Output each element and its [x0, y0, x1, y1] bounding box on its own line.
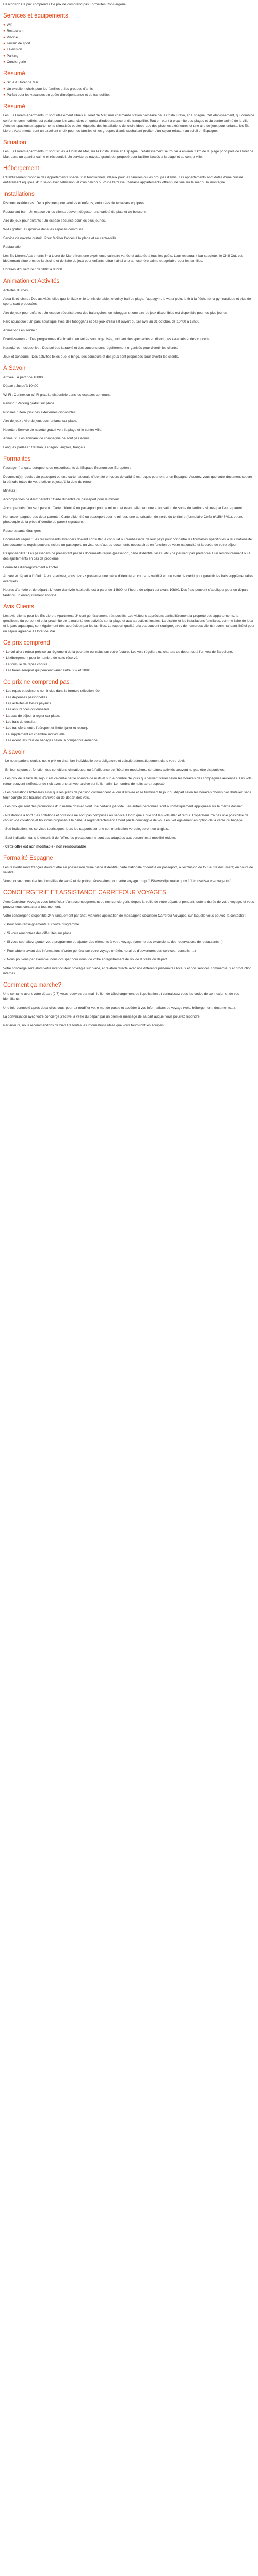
bullet-icon: •: [3, 650, 5, 654]
bullet-icon: ●: [3, 81, 5, 84]
list-item: ● Restaurant: [3, 29, 24, 33]
bullet-icon: •: [3, 720, 5, 724]
list-item: • Les frais de dossier.: [3, 720, 36, 724]
paragraph: Aire de jeux pour enfants : Un espace sécurisé avec des balançoires, un toboggan et une aire de jeux disponibles est disponible pour les plus jeunes.: [3, 311, 229, 315]
bullet-icon: ●: [3, 60, 5, 64]
bullet-icon: •: [3, 696, 5, 699]
paragraph: Arrivée : À partir de 16h00: [3, 376, 43, 379]
services-list: [3, 23, 255, 65]
list-item: ● Télévision: [3, 48, 22, 52]
paragraph: Une fois connecté après deux clics, vous pourrez modifier votre mot de passe et accéder à vos informations de voyage (vols, hébergement, documents...).: [3, 1006, 236, 1010]
paragraph: Document(s) requis : Un passeport ou une carte nationale d'identité en cours de validité est requis pour entrer en Espagne. Assurez-vous que votre document couvre la période totale de votre séjour et jusqu'à la date de retour.: [3, 475, 252, 484]
paragraph: - Les prix qui sont des promotions d'un même dossier n'ont une certaine période. Les autres personnes sont automatiquement appliquées sur le même dossier.: [3, 805, 243, 808]
section-title-services: Services et équipements: [3, 13, 68, 19]
list-item: • Le supplément en chambre individuelle.: [3, 733, 66, 736]
paragraph: L'établissement propose des appartements spacieux et fonctionnels, idéaux pour les familles ou les groupes d'amis. Les appartements sont dotés d'une cuisine entièrement équipée, d'un salon avec télévision, et d'un balcon ou d'une terrasse. Certains appartements offrent une vue sur la mer ou la montagne.: [3, 176, 244, 184]
list-item: • La taxe de séjour à régler sur place.: [3, 714, 60, 718]
section-title-hebergement: Hébergement: [3, 165, 39, 172]
section-comment: [3, 981, 255, 1028]
list-item: ● Situé à Lloret de Mar.: [3, 81, 39, 84]
paragraph: - Sauf indication dans le descriptif de l'offre, les prestations ne sont pas adaptées aux personnes à mobilité réduite.: [3, 836, 176, 840]
paragraph: Responsabilité : Les passagers ne présentant pas les documents requis (passeport, carte d'identité, visas, etc.) ne peuvent pas prétendre à un remboursement ou à des ajustements en cas de problème.: [3, 552, 251, 561]
section-title-comment: Comment ça marche?: [3, 982, 62, 988]
bullet-icon: ●: [3, 87, 5, 91]
section-title-non-compris: Ce prix ne comprend pas: [3, 679, 70, 685]
bullet-icon: •: [3, 739, 5, 742]
paragraph: ✓ Si vous souhaitez ajouter votre programme ou ajouter des éléments à votre voyage (comme des excursions, des réservations de restaurants...): [3, 940, 223, 944]
section-animation: [3, 278, 255, 360]
bullet-icon: ●: [3, 29, 5, 33]
list-item: • Les repas et boissons non inclus dans la formule sélectionnée.: [3, 689, 101, 693]
paragraph: Vous pouvez consulter les formalités de santé et de police nécessaires pour votre voyage : http://US/www.diplomatie.gouv.fr/fr/conseils-aux-voyageurs/: [3, 879, 231, 883]
paragraph: Animations en soirée :: [3, 329, 37, 332]
paragraph: Les avis clients pour les Els Llorers Apartments 3* sont généralement très positifs. Les visiteurs apprécient particulièrement la propreté des appartements, la gentillesse du personnel et la proximité de la majorité des activités sur la plage et aux attractions locales. La piscine et les installations familiales, comme l'aire de jeux et le parc aquatique, sont également très appréciées par les familles. Le rapport qualité-prix est souvent souligné, avec de nombreux clients recommandant l'hôtel pour un séjour agréable à Lloret de Mar.: [3, 614, 255, 633]
paragraph: Piscines extérieures : Deux piscines pour adultes et enfants, entourées de terrasses équipées.: [3, 201, 146, 205]
bullet-icon: ●: [3, 23, 5, 27]
paragraph: Parc aquatique : Un parc aquatique avec des toboggans et des jeux d'eau est ouvert du 1er avril au 31 octobre, de 10h00 à 19h00.: [3, 320, 201, 324]
section-resume-detail: [3, 103, 255, 134]
paragraph: Les ressortissants français doivent être en possession d'une pièce d'identité (carte nationale d'identité ou passeport, à l'exclusion de tout autre document) en cours de validité.: [3, 866, 253, 874]
section-title-compris: Ce prix comprend: [3, 640, 50, 646]
paragraph: - Prestations à bord : les collations et boissons ne sont pas comprises au service à bord quels que soit les vols aller et retour. L'opérateur n'a pas une possibilité de choisir vos collations et boissons proposés à la carte, à régler directement à bord par la compagnie de vous en. vol également en option de la vente du bagage.: [3, 814, 249, 822]
section-formalites: [3, 455, 255, 598]
paragraph: Une semaine avant votre départ (J-7) vous recevrez par mail, le lien de téléchargement de l'application et connaissez-vous les codes de connexion et de vos identifiants.: [3, 992, 239, 1001]
paragraph: Votre concierge sera alors votre interlocuteur privilégié sur place, et relation directe avec nos différents partenaires locaux et nos services commerciaux et production internes.: [3, 967, 252, 975]
section-title-installations: Installations: [3, 191, 35, 197]
section-title-avis: Avis Clients: [3, 604, 34, 610]
section-title-a-savoir-2: À savoir: [3, 749, 25, 755]
list-item: • Le vol aller / retour précisé au règlement de la pochette ou inclus sur votre facture. Les vols réguliers ou charters au départ ou à l'arrivée de Barcelone.: [3, 650, 233, 654]
compris-list: [3, 650, 255, 673]
paragraph: - Les prix de la taxe de séjour est calculée par le nombre de nuits et sur le nombre de jours qui peuvent varier selon les horaires des compagnies aériennes. Les vols retour peuvent s'effectuer de nuit avec une arrivée tardive sur le lit matin. Le nombre de nuits sera respecté.: [3, 777, 252, 786]
paragraph: Heures d'arrivée et de départ : L'heure d'arrivée habituelle est à partir de 14h00, et l'heure de départ est avant 10h00. Des frais peuvent s'appliquer pour un départ tardif ou un enregistrement anticipé.: [3, 588, 248, 597]
bullet-icon: ●: [3, 54, 5, 58]
paragraph: Accompagnés de deux parents : Carte d'identité ou passeport pour le mineur.: [3, 498, 120, 501]
resume-list: [3, 80, 255, 98]
bullet-icon: ●: [3, 42, 5, 45]
paragraph: Wi-Fi gratuit : Disponible dans les espaces communs.: [3, 228, 84, 231]
intro-line: Description Ce prix comprend / Ce prix ne comprend pas Formalités Conciergerie: [3, 3, 126, 6]
list-item: • Les taxes aéroport qui peuvent varier entre 30€ et 100€.: [3, 669, 91, 672]
paragraph: Non accompagnés des deux parents : Carte d'identité ou passeport pour le mineur, une autorisation de sortie du territoire (formulaire Cerfa n°15646*01), et une photocopie de la pièce d'identité du parent signataire.: [3, 515, 244, 524]
paragraph: Mineurs :: [3, 489, 18, 493]
non-compris-list: [3, 689, 255, 743]
paragraph: Par ailleurs, nous recommandons de bien lire toutes les informations utiles que vous fourniront les équipes.: [3, 1024, 165, 1027]
bullet-icon: •: [3, 708, 5, 711]
list-item: ● Piscine: [3, 36, 18, 39]
paragraph: ✓ Nous pouvons par exemple, nous occuper pour vous, de votre enregistrement de vol de la veille du départ: [3, 958, 167, 961]
paragraph: Restaurant-bar : Un espace où les clients peuvent déguster une variété de plats et de boissons.: [3, 210, 148, 214]
section-title-a-savoir: À Savoir: [3, 365, 26, 371]
paragraph: ✓ Pour tous renseignements sur votre programme: [3, 923, 79, 926]
paragraph: Formalités d'enregistrement à l'hôtel :: [3, 566, 60, 569]
list-item: ● Parking: [3, 54, 19, 58]
bullet-icon: •: [3, 733, 5, 736]
bullet-icon: •: [3, 689, 5, 693]
paragraph: Accompagnés d'un seul parent : Carte d'identité ou passeport pour le mineur, et éventuellement une autorisation de sortie du territoire signée par l'autre parent.: [3, 506, 243, 510]
section-title-situation: Situation: [3, 140, 26, 146]
non-refundable-note: - Cette offre est non modifiable - non remboursable: [3, 845, 86, 849]
list-item: ● Conciergerie: [3, 60, 26, 64]
paragraph: Parking : Parking gratuit sur place.: [3, 402, 55, 405]
section-a-savoir-2: [3, 749, 255, 850]
section-non-compris: [3, 679, 255, 743]
section-title-formalite-espagne: Formalité Espagne: [3, 855, 53, 861]
list-item: ● Un excellent choix pour les familles et les groupes d'amis: [3, 87, 93, 91]
bullet-icon: •: [3, 663, 5, 666]
page: [0, 0, 258, 1042]
paragraph: Ressortissants étrangers :: [3, 529, 43, 533]
paragraph: - Les prestations hôtelières ainsi que les plans de pension commencent le jour d'arrivée et se terminent le jour du départ selon les horaires choisis par l'hôtelier, sans tenir compte des horaires d'arrivée ou de départ des vols.: [3, 791, 251, 800]
paragraph: Divertissements : Des programmes d'animation en soirée sont organisés, incluant des spectacles en direct, des karaokés et des concerts.: [3, 337, 211, 341]
bullet-icon: •: [3, 656, 5, 660]
section-title-animation: Animation et Activités: [3, 278, 60, 284]
bullet-icon: •: [3, 669, 5, 672]
bullet-icon: ●: [3, 48, 5, 52]
paragraph: Arrivée et départ à l'hôtel : À votre arrivée, vous devrez présenter une pièce d'identité en cours de validité et une carte de crédit pour garantir les frais supplémentaires éventuels.: [3, 574, 254, 583]
bullet-icon: ●: [3, 93, 5, 97]
section-hebergement: [3, 165, 255, 185]
paragraph: Les Els Llorers Apartments 3* sont idéalement situés à Lloret de Mar, une charmante station balnéaire de la Costa Brava, en Espagne. Cet établissement, qui combine confort et commodités, est parfait pour les vacanciers en quête d'indépendance et de tranquillité. Tout en étant à proximité des plages et du centre animé de la ville. Avec de spacieuses appartements climatisés et bien équipés, des installations de loisirs idées que des piscines extérieures et une aire de jeux pour enfants, les Els Llorers Apartments sont un excellent choix pour les familles et les groupes d'amis souhaitant profiter d'un séjour relaxant au soleil en Espagne.: [3, 114, 254, 133]
list-item: • Les éventuels frais de bagages selon la compagnie aérienne.: [3, 739, 99, 742]
paragraph: Votre conciergerie disponible 24/7 uniquement par chat, via votre application de messagerie sécurisée Carrefour Voyages, sur laquelle vous pouvez la contacter :: [3, 914, 246, 918]
section-title-conciergerie: CONCIERGERIE ET ASSISTANCE CARREFOUR VOYAGES: [3, 890, 166, 896]
section-installations: [3, 191, 255, 273]
paragraph: La conversation avec votre concierge s'active la veille du départ par un premier message de sa part auquel vous pourrez répondre.: [3, 1015, 201, 1019]
paragraph: Activités diurnes :: [3, 289, 30, 292]
paragraph: Aire de jeux pour enfants : Un espace sécurisé pour les plus jeunes.: [3, 219, 106, 223]
paragraph: Aqua-fit et loisirs : Des activités telles que le tiktok et le tennis de table, le volley-ball de plage, l'aquagym, le water polo, le tir à la fléchette, la gymnastique et plus de sports sont proposées.: [3, 297, 251, 306]
list-item: • Les dépenses personnelles.: [3, 696, 49, 699]
list-item: ● Parfait pour les vacances en quête d'indépendance et de tranquillité.: [3, 93, 110, 97]
paragraph: Avec Carrefour Voyages vous bénéficiez d'un accompagnement de nos conciergerie depuis la veille de votre départ et pendant toute la durée de votre voyage, et vous pouvez nous contacter à tout moment.: [3, 900, 254, 909]
paragraph: Horaires d'ouverture : de 9h00 à 00h00.: [3, 268, 63, 272]
bullet-icon: •: [3, 702, 5, 705]
paragraph: Jeux et concours : Des activités telles que le bingo, des concours et des jeux sont proposées pour divertir les clients.: [3, 355, 179, 359]
bullet-icon: •: [3, 714, 5, 718]
section-situation: [3, 139, 255, 160]
section-title-resume: Résumé: [3, 71, 25, 77]
paragraph: Les Els Llorers Apartments 3* sont situés à Lloret de Mar, sur la Costa Brava en Espagne. L'établissement se trouve à environ 1 km de la plage principale de Lloret de Mar, dans un quartier calme et résidentiel. Un service de navette gratuit est proposé pour faciliter l'accès à la plage et au centre-ville.: [3, 150, 254, 159]
paragraph: Navette : Service de navette gratuit vers la plage et le centre-ville.: [3, 428, 103, 432]
list-item: • Les activités et loisirs payants.: [3, 702, 52, 705]
paragraph: Aire de jeux : Aire de jeux pour enfants sur place.: [3, 419, 77, 423]
section-compris: [3, 639, 255, 673]
section-title-resume-detail: Résumé: [3, 104, 25, 110]
section-conciergerie: [3, 889, 255, 976]
section-avis: [3, 603, 255, 634]
list-item: ● Terrain de sport: [3, 42, 30, 45]
section-formalite-espagne: [3, 855, 255, 884]
paragraph: ✓ Si vous rencontrez des difficultés sur place: [3, 931, 72, 935]
paragraph: Langues parlées : Catalan, espagnol, anglais, français.: [3, 446, 86, 449]
paragraph: ✓ Pour obtenir avant des informations d'ordre général sur votre voyage (météo, horaires d'ouvertures des services, conseils, ...): [3, 949, 196, 953]
paragraph: Documents requis : Les ressortissants étrangers doivent consulter le consulat ou l'ambassade de leur pays pour connaître les formalités spécifiques à leur nationalité. Les documents requis peuvent inclure un passeport, un visa, ou d'autres documents nécessaires en fonction de votre nationalité et la durée de votre séjour.: [3, 538, 253, 547]
paragraph: Passager français, européens ou ressortissants de l'Espace Économique Européen :: [3, 466, 131, 470]
section-services: [3, 12, 255, 65]
paragraph: Départ : Jusqu'à 10h00: [3, 384, 38, 388]
list-item: • Les assurances optionnelles.: [3, 708, 50, 711]
list-item: • Les transferts entre l'aéroport et l'hôtel (aller et retour).: [3, 726, 88, 730]
bullet-icon: ●: [3, 36, 5, 39]
paragraph: Restauration: [3, 245, 23, 249]
bullet-icon: •: [3, 726, 5, 730]
paragraph: Wi-Fi : Connexion Wi-Fi gratuite disponible dans les espaces communs.: [3, 393, 111, 397]
list-item: • L'hébergement pour le nombre de nuits réservé.: [3, 656, 78, 660]
paragraph: - En leur séjours et fonction des conditions climatiques, ou à l'affluence de l'hôtel en mode/hors, certaines activités peuvent ne pas être disponibles.: [3, 768, 225, 772]
paragraph: Les Els Llorers Apartments 3* à Lloret de Mar offrent une expérience culinaire variée et adaptée à tous les goûts. Leur restaurant-bar spacieux, le Chill Out, est idéalement situé près de la piscine et de l'aire de jeux pour enfants, offrant ainsi une atmosphère calme et agréable pour les familles.: [3, 254, 243, 263]
section-a-savoir: [3, 365, 255, 450]
paragraph: Animaux : Les animaux de compagnie ne sont pas admis.: [3, 437, 90, 440]
paragraph: Service de navette gratuit : Pour faciliter l'accès à la plage et au centre-ville.: [3, 236, 118, 240]
list-item: • La formule de repas choisie.: [3, 663, 49, 666]
list-item: ● Wifi: [3, 23, 12, 27]
paragraph: Piscines : Deux piscines extérieures disponibles.: [3, 411, 77, 414]
paragraph: - Le nous parlons seulez, notre prix en chambre individuelle sera obligatoire et calculé automatiquement dans votre devis.: [3, 759, 187, 763]
paragraph: Karaoké et musique live : Des soirées karaoké et des concerts sont régulièrement organisés pour divertir les clients.: [3, 346, 178, 350]
paragraph: - Sud Indication, les services touristiques leurs les rapports sur une communication verbale, seront en anglais.: [3, 827, 169, 831]
section-title-formalites: Formalités: [3, 456, 31, 462]
section-resume: [3, 70, 255, 98]
